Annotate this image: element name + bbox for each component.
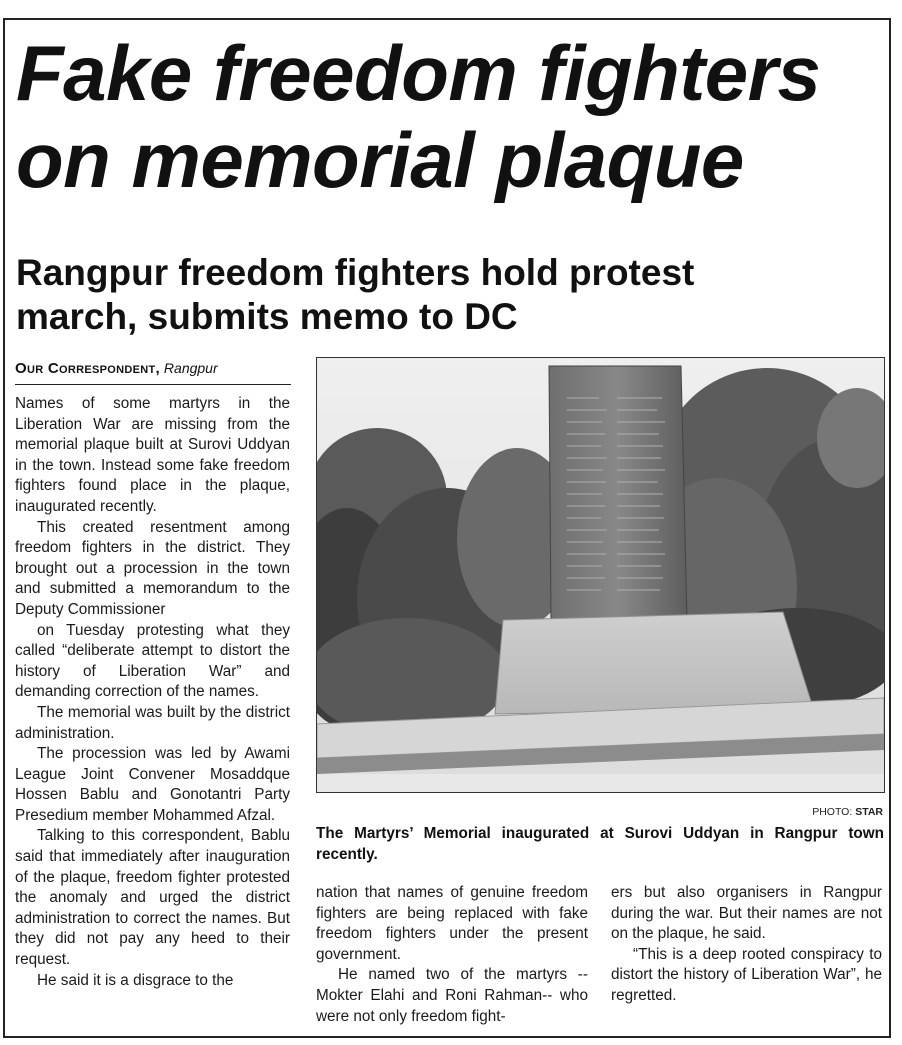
- paragraph: This created resentment among freedom fighters in the district. They brought out a procession in the town and submitted a memorandum to the Deputy Commissioner: [15, 518, 290, 618]
- paragraph: nation that names of genuine freedom fighters are being replaced with fake freedom fighters under the present government.: [316, 884, 588, 963]
- photo-credit-source: STAR: [855, 806, 883, 818]
- headline: [16, 30, 886, 204]
- byline: [15, 360, 291, 385]
- article-column-1: [15, 394, 290, 991]
- byline-name: Our Correspondent,: [15, 360, 161, 377]
- paragraph: on Tuesday protesting what they called “deliberate attempt to distort the history of Liberation War” and demanding correction of the names.: [15, 621, 290, 701]
- subheadline: [16, 251, 886, 339]
- paragraph: Talking to this correspondent, Bablu said that immediately after inauguration of the plaque, freedom fighter protested the anomaly and urged the district administration to correct the names. But they did not pay any heed to their request.: [15, 827, 290, 969]
- photo-caption: The Martyrs’ Memorial inaugurated at Surovi Uddyan in Rangpur town recently.: [316, 825, 884, 863]
- paragraph: He said it is a disgrace to the: [37, 971, 234, 989]
- paragraph: ers but also organisers in Rangpur during the war. But their names are not on the plaque, he said.: [611, 884, 882, 943]
- subheadline-line-1: Rangpur freedom fighters hold protest: [16, 252, 695, 293]
- article-column-2: [316, 883, 588, 1027]
- memorial-plaque-image: [317, 358, 884, 792]
- photo-credit-prefix: PHOTO:: [812, 806, 853, 818]
- byline-place: Rangpur: [163, 360, 218, 376]
- paragraph: Names of some martyrs in the Liberation War are missing from the memorial plaque built at Surovi Uddyan in the town. Instead some fake freedom fighters found place in the plaque, inaugurated recently.: [15, 395, 290, 515]
- headline-line-1: Fake freedom fighters: [16, 29, 821, 117]
- headline-line-2: on memorial plaque: [16, 116, 744, 204]
- subheadline-line-2: march, submits memo to DC: [16, 296, 518, 337]
- photo-credit: [700, 806, 883, 818]
- paragraph: “This is a deep rooted conspiracy to distort the history of Liberation War”, he regretted.: [611, 945, 882, 1004]
- article-column-3: [611, 883, 882, 1007]
- memorial-photo: [316, 357, 885, 793]
- paragraph: The procession was led by Awami League Joint Convener Mosaddque Hossen Bablu and Gonotantri Party Presedium member Mohammed Afzal.: [15, 745, 290, 824]
- paragraph: He named two of the martyrs -- Mokter Elahi and Roni Rahman-- who were not only freedom fight-: [316, 966, 588, 1025]
- paragraph: The memorial was built by the district administration.: [15, 703, 290, 742]
